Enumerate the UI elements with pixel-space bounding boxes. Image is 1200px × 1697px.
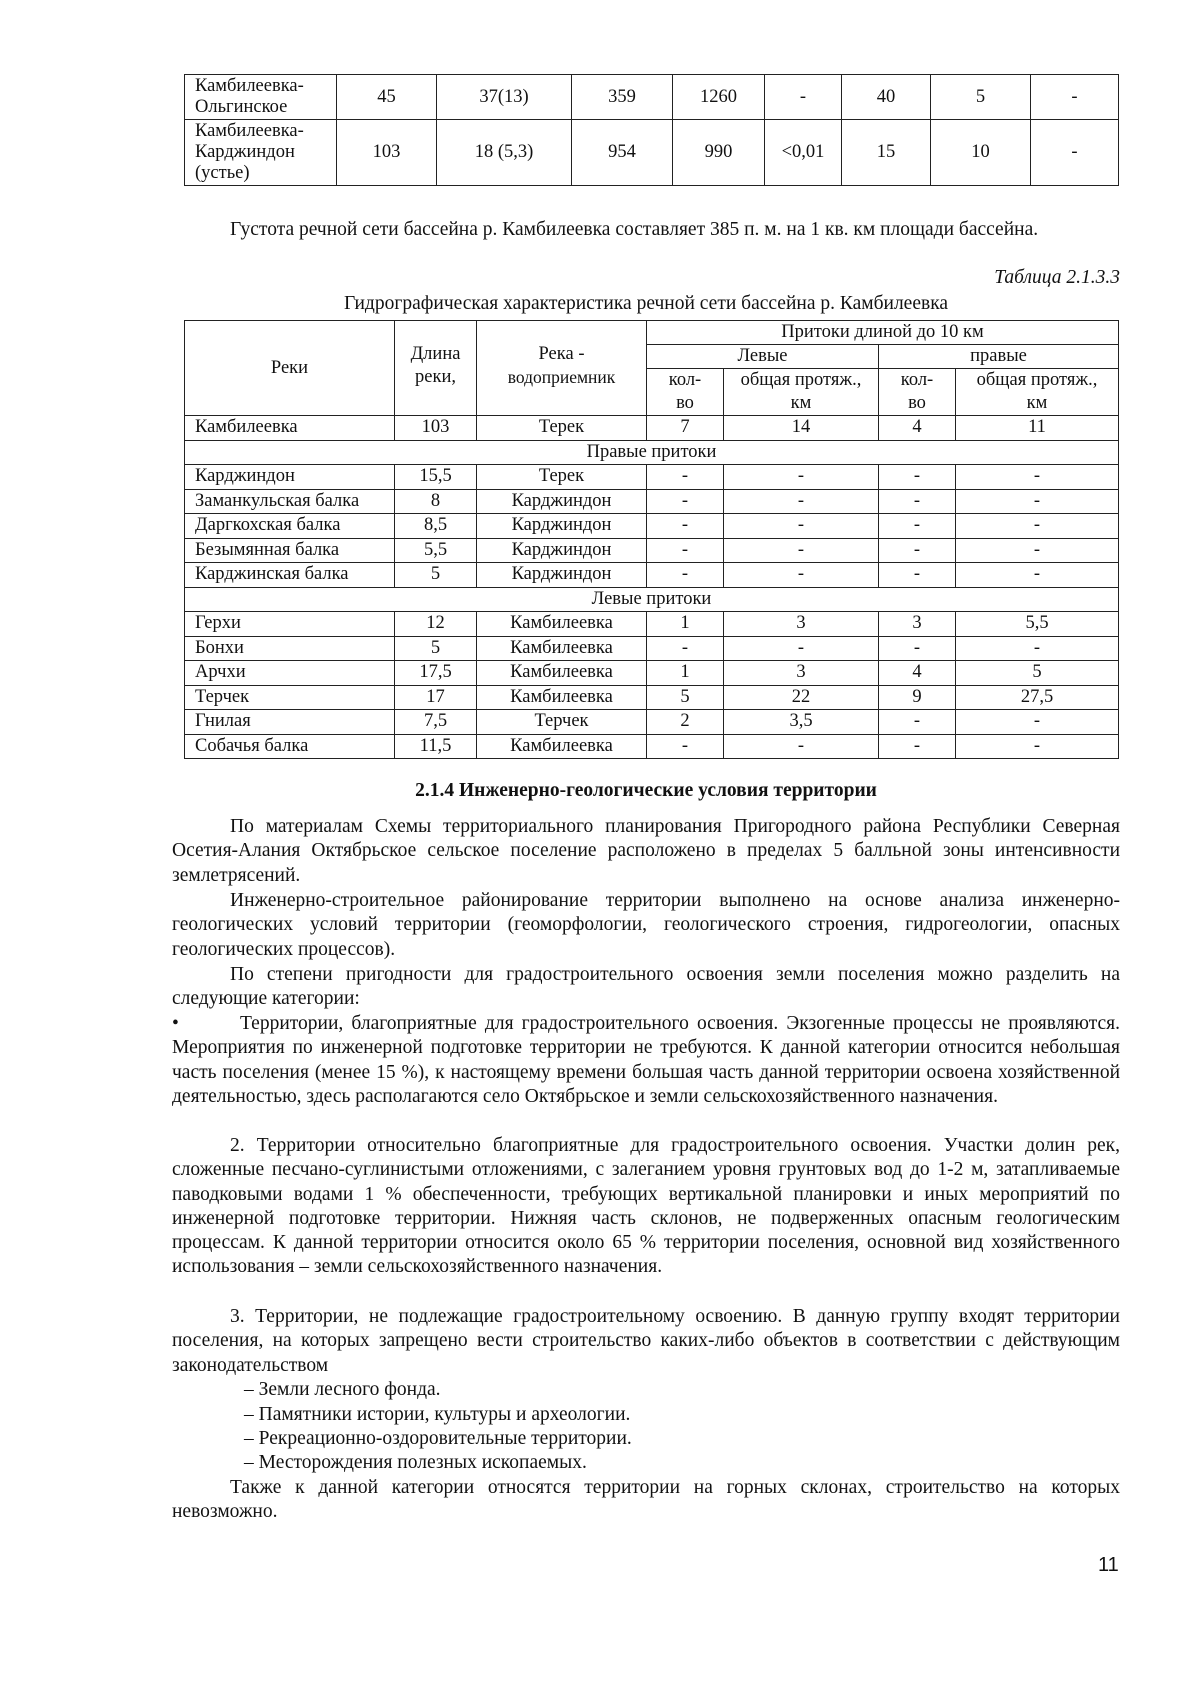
header-tributaries: Притоки длиной до 10 км xyxy=(647,321,1119,345)
list-item: – Рекреационно-оздоровительные территории. xyxy=(244,1428,632,1449)
section-heading: 2.1.4 Инженерно-геологические условия территории xyxy=(415,780,877,801)
list-item: – Земли лесного фонда. xyxy=(244,1379,441,1400)
header-total-left: общая протяж., км xyxy=(724,369,879,416)
table-row: Терчек 17 Камбилеевка 5 22 9 27,5 xyxy=(185,685,1119,710)
header-count-right: кол- во xyxy=(879,369,956,416)
table-row: Карджинская балка 5 Карджиндон - - - - xyxy=(185,563,1119,588)
table-row: Арчхи 17,5 Камбилеевка 1 3 4 5 xyxy=(185,661,1119,686)
table-row: Безымянная балка 5,5 Карджиндон - - - - xyxy=(185,538,1119,563)
table-title: Гидрографическая характеристика речной сети бассейна р. Камбилеевка xyxy=(343,293,949,314)
paragraph-final: Также к данной категории относятся территории на горных склонах, строительство на которых невозможно. xyxy=(172,1477,1120,1523)
table-label: Таблица 2.1.3.3 xyxy=(994,267,1120,288)
table-row: Камбилеевка 103 Терек 7 14 4 11 xyxy=(185,416,1119,441)
paragraph-item-2: 2. Территории относительно благоприятные для градостроительного освоения. Участки долин рек, сложенные песчано-суглинистыми отложениями, с залеганием уровня грунтовых вод до 1-2 м, затапливаемые паводковыми водами 1 % обеспеченности, требующих вертикальной планировки и иных мероприятий по инженерной подготовке территории. Нижняя часть склонов, не подверженных опасным геологическим процессам. К данной территории относится около 65 % территории поселения, основной вид хозяйственного использования – земли сельскохозяйственного назначения. xyxy=(172,1135,1120,1278)
table-row: Камбилеевка- Карджиндон (устье) 103 18 (5,3) 954 990 <0,01 15 10 - xyxy=(185,120,1119,186)
paragraph-density: Густота речной сети бассейна р. Камбилеевка составляет 385 п. м. на 1 кв. км площади бассейна. xyxy=(230,219,1039,240)
paragraph-2: Инженерно-строительное районирование территории выполнено на основе анализа инженерно-геологических условий территории (геоморфологии, геологического строения, гидрогеологии, опасных геологических процессов). xyxy=(172,890,1120,960)
paragraph-bullet-1: • Территории, благоприятные для градостроительного освоения. Экзогенные процессы не проявляются. Мероприятия по инженерной подготовке территории не требуются. К данной категории относится небольшая часть поселения (менее 15 %), к настоящему времени большая часть данной территории освоена хозяйственной деятельностью, здесь располагаются село Октябрьское и земли сельскохозяйственного назначения. xyxy=(172,1013,1120,1107)
header-total-right: общая протяж., км xyxy=(956,369,1119,416)
table-hydrographic xyxy=(184,320,1119,759)
group-header-right: Правые притоки xyxy=(185,440,1119,465)
table-row: Собачья балка 11,5 Камбилеевка - - - - xyxy=(185,734,1119,759)
header-rivers: Реки xyxy=(185,321,395,416)
table-row: Даргкохская балка 8,5 Карджиндон - - - - xyxy=(185,514,1119,539)
bullet-marker: • xyxy=(172,1013,179,1034)
table-row: Заманкульская балка 8 Карджиндон - - - - xyxy=(185,489,1119,514)
table-row: Карджиндон 15,5 Терек - - - - xyxy=(185,465,1119,490)
list-item: – Памятники истории, культуры и археологии. xyxy=(244,1404,631,1425)
header-right: правые xyxy=(879,345,1119,369)
header-receiver: Река - водоприемник xyxy=(477,321,647,416)
list-item: – Месторождения полезных ископаемых. xyxy=(244,1452,587,1473)
header-count-left: кол- во xyxy=(647,369,724,416)
table-row: Герхи 12 Камбилеевка 1 3 3 5,5 xyxy=(185,612,1119,637)
header-left: Левые xyxy=(647,345,879,369)
paragraph-item-3: 3. Территории, не подлежащие градостроительному освоению. В данную группу входят территории поселения, на которых запрещено вести строительство каких-либо объектов в соответствии с действующим законодательством xyxy=(172,1306,1120,1376)
table-row: Камбилеевка- Ольгинское 45 37(13) 359 1260 - 40 5 - xyxy=(185,75,1119,120)
paragraph-3: По степени пригодности для градостроительного освоения земли поселения можно разделить на следующие категории: xyxy=(172,964,1120,1010)
paragraph-1: По материалам Схемы территориального планирования Пригородного района Республики Северная Осетия-Алания Октябрьское сельское поселение расположено в пределах 5 балльной зоны интенсивности землетрясений. xyxy=(172,816,1120,886)
group-header-left: Левые притоки xyxy=(185,587,1119,612)
table-top xyxy=(184,74,1119,186)
header-length: Длина реки, xyxy=(395,321,477,416)
table-row: Гнилая 7,5 Терчек 2 3,5 - - xyxy=(185,710,1119,735)
page-number: 11 xyxy=(1098,1554,1119,1576)
table-row: Бонхи 5 Камбилеевка - - - - xyxy=(185,636,1119,661)
